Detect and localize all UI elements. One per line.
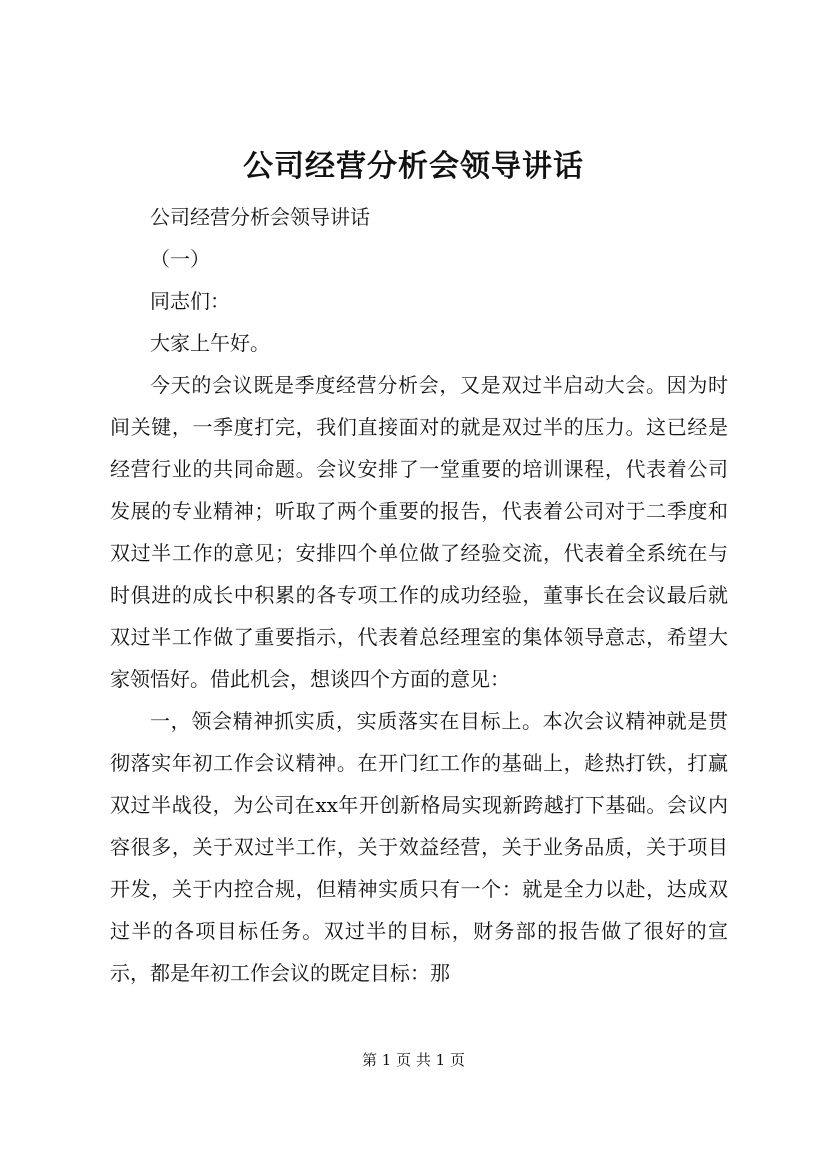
body-paragraph: 今天的会议既是季度经营分析会，又是双过半启动大会。因为时间关键，一季度打完，我们直接面对的就是双过半的压力。这已经是经营行业的共同命题。会议安排了一堂重要的培训课程，代表着公司发展的专业精神；听取了两个重要的报告，代表着公司对于二季度和双过半工作的意见；安排四个单位做了经验交流，代表着全系统在与时俱进的成长中积累的各专项工作的成功经验，董事长在会议最后就双过半工作做了重要指示，代表着总经理室的集体领导意志，希望大家领悟好。借此机会，想谈四个方面的意见： bbox=[110, 373, 728, 691]
section-number: （一） bbox=[150, 247, 210, 271]
body-paragraph: 一，领会精神抓实质，实质落实在目标上。本次会议精神就是贯彻落实年初工作会议精神。在开门红工作的基础上，趁热打铁，打赢双过半战役，为公司在xx年开创新格局实现新跨越打下基础。会议内容很多，关于双过半工作，关于效益经营，关于业务品质，关于项目开发，关于内控合规，但精神实质只有一个：就是全力以赴，达成双过半的各项目标任务。双过半的目标，财务部的报告做了很好的宣示，都是年初工作会议的既定目标：那 bbox=[110, 709, 728, 985]
document-body bbox=[110, 196, 728, 994]
document-title: 公司经营分析会领导讲话 bbox=[243, 149, 584, 184]
page-footer: 第 1 页 共 1 页 bbox=[362, 1051, 465, 1069]
document-subtitle: 公司经营分析会领导讲话 bbox=[150, 205, 370, 229]
salutation: 同志们： bbox=[150, 289, 230, 313]
greeting: 大家上午好。 bbox=[150, 331, 270, 355]
